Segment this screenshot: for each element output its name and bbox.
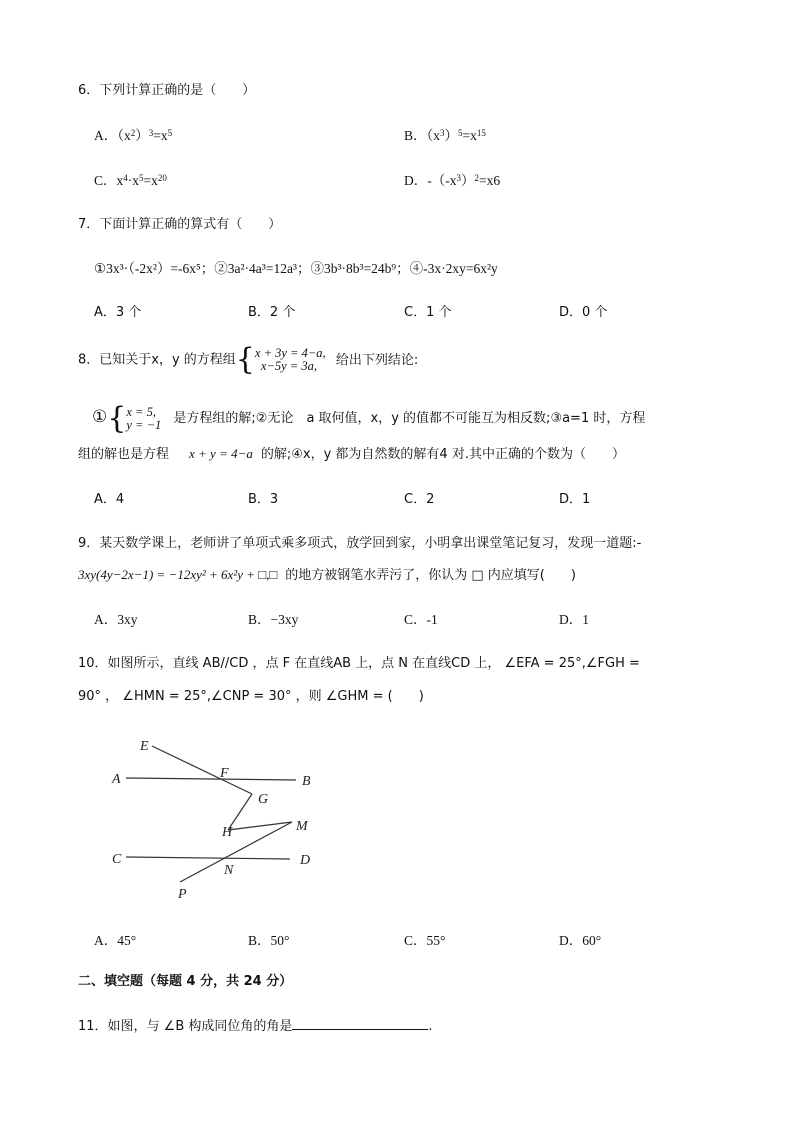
q7-option-d: D．0 个 (559, 305, 608, 320)
q10-option-b: B．50° (248, 933, 290, 948)
segment-mnp (180, 822, 292, 882)
q10-geometry-figure (100, 730, 340, 905)
q7-option-c: C．1 个 (404, 305, 452, 320)
q9-stem-line1: 9．某天数学课上，老师讲了单项式乘多项式，放学回到家，小明拿出课堂笔记复习，发现一道题:- (78, 536, 642, 551)
q6-stem: 6．下列计算正确的是（ ） (78, 83, 256, 98)
label-g: G (258, 792, 269, 807)
section-title: 二、填空题（每题 4 分，共 24 分） (78, 974, 293, 989)
q8-conclusions-line2: 组的解也是方程 x + y = 4−a 的解;④x，y 都为自然数的解有4 对.其中正确的个数为（ ） (78, 446, 625, 462)
q6-option-d: D．$-(-x^3)^2=x6$ (404, 173, 501, 188)
q10-option-d: D．60° (559, 933, 602, 948)
q6-option-c: C．$x^4\cdot x^5=x^{20}$ (94, 173, 167, 188)
q8-stem: 8．已知关于x，y 的方程组{x + 3y = 4−a, x−5y = 3a, 给出下列结论: (78, 342, 419, 377)
q10-stem-line2: 90° ， ∠HMN = 25°,∠CNP = 30° ，则 ∠GHM = ( ) (78, 689, 424, 704)
q8-option-a: A．4 (94, 492, 125, 507)
segment-ef-g (152, 746, 252, 794)
q7-items: ①3x³·（-2x²）=-6x⁵；②3a²·4a³=12a³；③3b³·8b³=24b⁹；④-3x·2xy=6x²y (94, 261, 498, 276)
q9-option-a: A．3xy (94, 612, 138, 627)
q11-stem: 11．如图，与 ∠B 构成同位角的角是 . (78, 1015, 433, 1036)
q7-stem: 7．下面计算正确的算式有（ ） (78, 217, 282, 232)
q9-stem-line2: 3xy(4y−2x−1) = −12xy² + 6x²y + □,□ 的地方被钢笔水弄污了，你认为 □ 内应填写( ) (78, 567, 576, 583)
label-h: H (222, 825, 233, 840)
q9-option-c: C．-1 (404, 612, 438, 627)
label-f: F (220, 766, 229, 781)
q6-option-b: B．$(x^3)^5=x^{15}$ (404, 128, 486, 143)
q9-option-d: D．1 (559, 612, 589, 627)
label-e: E (140, 739, 149, 754)
q10-option-a: A．45° (94, 933, 137, 948)
q7-option-b: B．2 个 (248, 305, 296, 320)
q8-system-brace: { (235, 342, 255, 377)
q8-option-c: C．2 (404, 492, 435, 507)
label-n: N (224, 863, 234, 878)
q11-answer-blank[interactable] (292, 1015, 428, 1030)
label-d: D (300, 853, 311, 868)
label-b: B (302, 774, 311, 789)
q8-equation-1: x + 3y = 4−a, (254, 346, 326, 360)
label-a: A (112, 772, 121, 787)
q8-option-d: D．1 (559, 492, 591, 507)
segment-hm (228, 822, 292, 830)
label-p: P (178, 887, 187, 902)
line-ab (126, 778, 296, 780)
q9-option-b: B．−3xy (248, 612, 299, 627)
label-m: M (296, 819, 308, 834)
q7-option-a: A．3 个 (94, 305, 142, 320)
line-cd (126, 857, 290, 859)
q8-equation-2: x−5y = 3a, (260, 359, 317, 373)
label-c: C (112, 852, 122, 867)
q10-option-c: C．55° (404, 933, 446, 948)
q10-stem-line1: 10．如图所示，直线 AB//CD ，点 F 在直线AB 上，点 N 在直线CD 上， ∠EFA = 25°,∠FGH = (78, 656, 640, 671)
q8-option-b: B．3 (248, 492, 279, 507)
q6-option-a: A．$(x^2)^3=x^5$ (94, 128, 173, 143)
q8-conclusions-line1: ①{x = 5, y = −1 是方程组的解;②无论 a 取何值，x，y 的值都不可能互为相反数;③a=1 时，方程 (92, 400, 646, 436)
